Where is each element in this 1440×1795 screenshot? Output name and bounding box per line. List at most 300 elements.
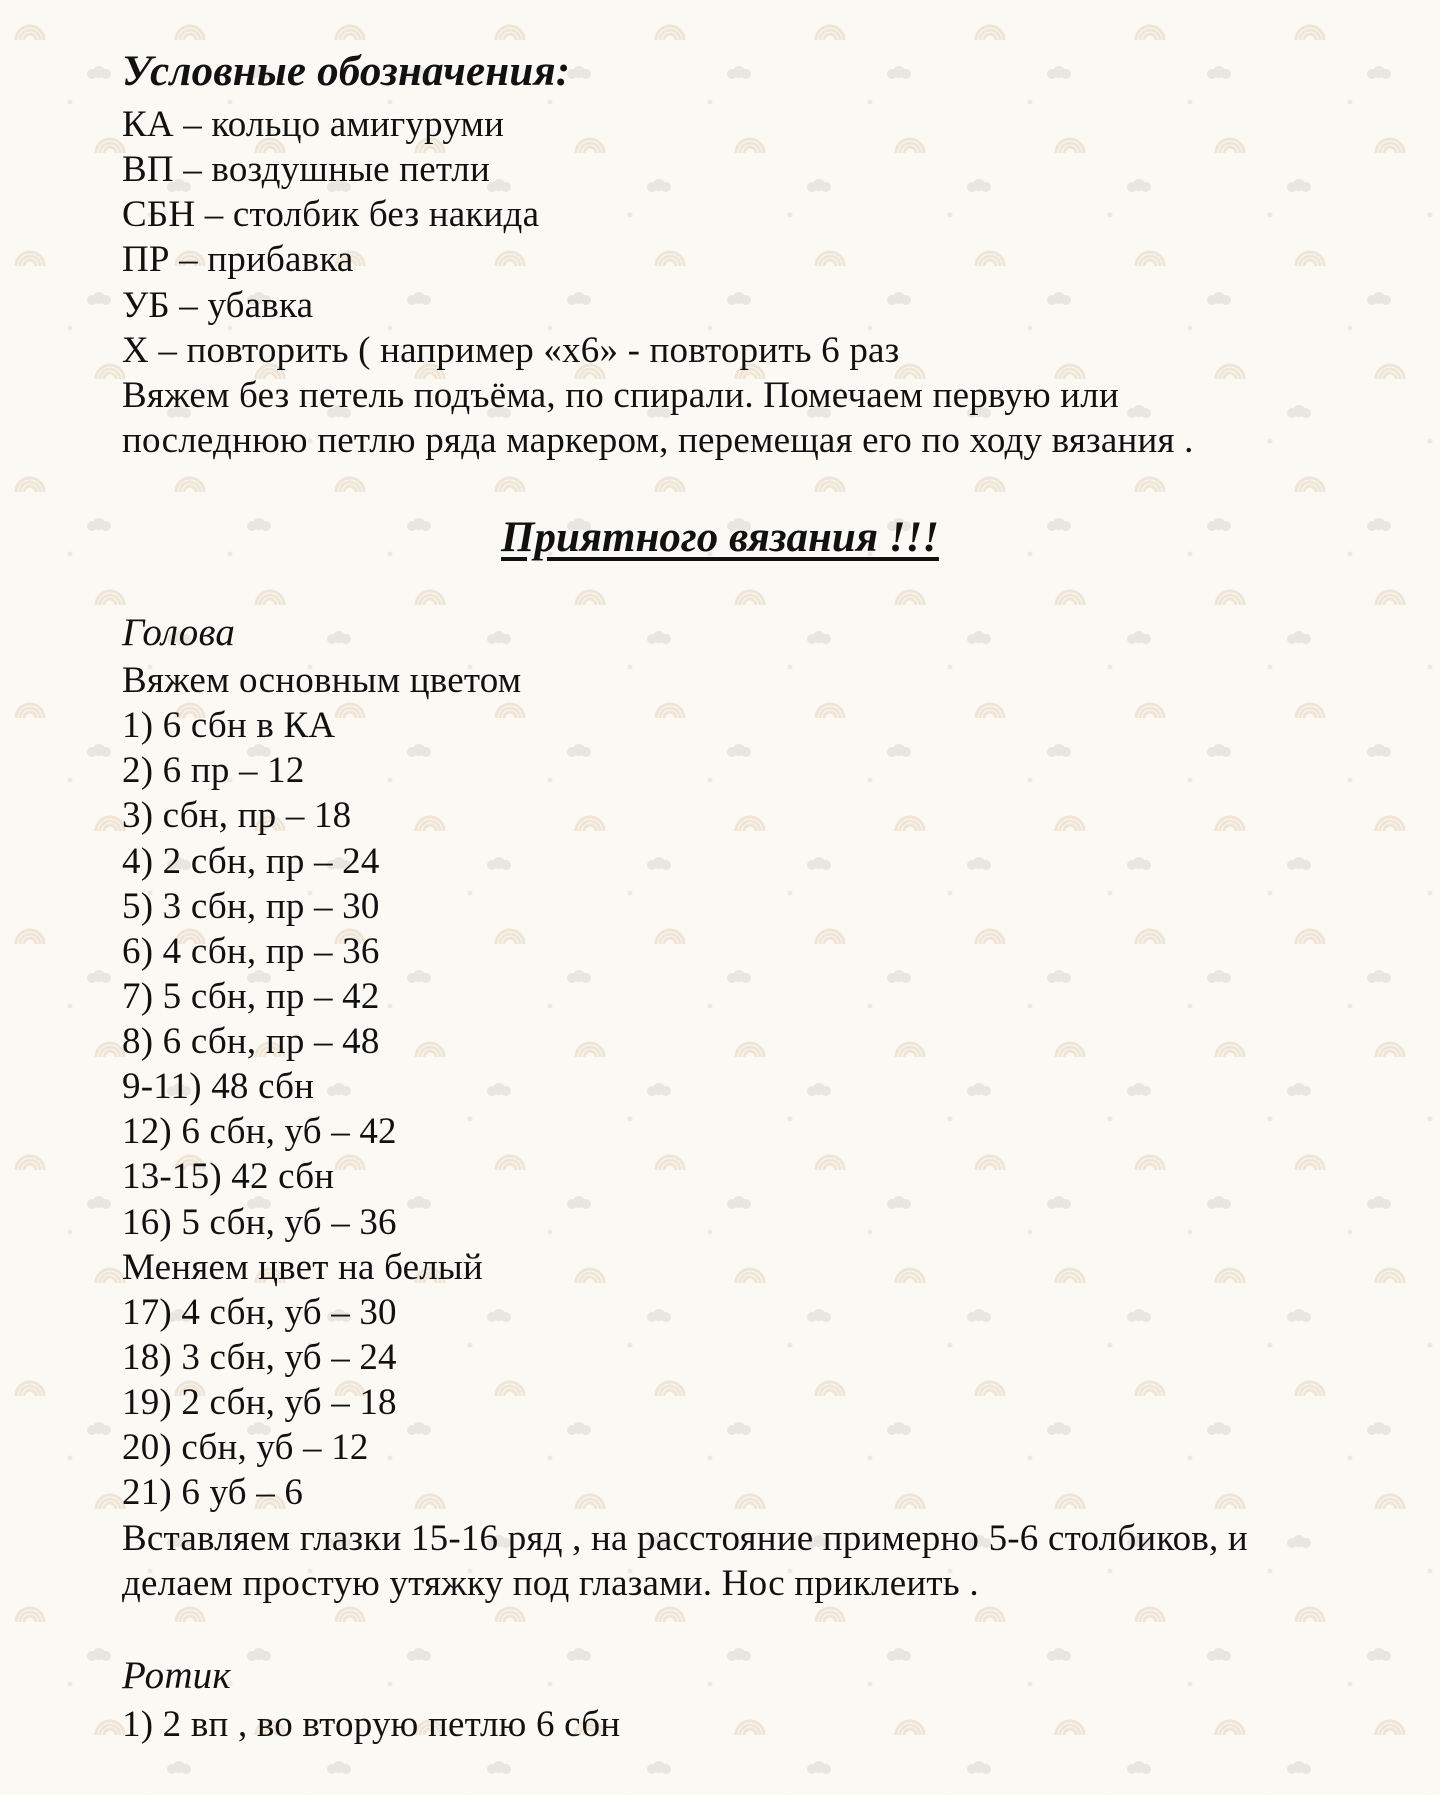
rainbow-icon xyxy=(1136,704,1164,718)
cloud-icon xyxy=(1287,1083,1311,1096)
cloud-icon xyxy=(487,1083,511,1096)
rainbow-icon xyxy=(96,1269,124,1283)
cloud-icon xyxy=(887,744,911,757)
dot-icon xyxy=(1348,778,1353,783)
rainbow-icon xyxy=(496,930,524,944)
cloud-icon xyxy=(807,179,831,192)
cloud-icon xyxy=(967,857,991,870)
rainbow-icon xyxy=(816,26,844,40)
rainbow-icon xyxy=(96,1043,124,1057)
rainbow-icon xyxy=(496,1382,524,1396)
dot-icon xyxy=(1428,439,1433,444)
cloud-icon xyxy=(1047,1648,1071,1661)
cloud-icon xyxy=(487,1309,511,1322)
rainbow-icon xyxy=(1136,1608,1164,1622)
rainbow-icon xyxy=(1296,1608,1324,1622)
rainbow-icon xyxy=(1056,1495,1084,1509)
dot-icon xyxy=(1028,100,1033,105)
rainbow-icon xyxy=(816,1156,844,1170)
dot-icon xyxy=(1188,1456,1193,1461)
rainbow-icon xyxy=(1136,1156,1164,1170)
rainbow-icon xyxy=(736,1043,764,1057)
cloud-icon xyxy=(887,970,911,983)
greeting-heading: Приятного вязания !!! xyxy=(501,514,939,561)
rainbow-icon xyxy=(976,478,1004,492)
head-intro: Вяжем основным цветом xyxy=(122,660,522,701)
cloud-icon xyxy=(727,1422,751,1435)
rainbow-icon xyxy=(896,139,924,153)
rainbow-icon xyxy=(176,26,204,40)
rainbow-icon xyxy=(816,478,844,492)
cloud-icon xyxy=(487,631,511,644)
cloud-icon xyxy=(1127,1309,1151,1322)
rainbow-icon xyxy=(336,1156,364,1170)
legend-note: последнюю петлю ряда маркером, перемещая его по ходу вязания . xyxy=(122,420,1194,461)
dot-icon xyxy=(1028,1456,1033,1461)
rainbow-icon xyxy=(1056,1043,1084,1057)
rainbow-icon xyxy=(1216,1495,1244,1509)
cloud-icon xyxy=(647,1309,671,1322)
cloud-icon xyxy=(1047,970,1071,983)
cloud-icon xyxy=(1047,744,1071,757)
dot-icon xyxy=(548,100,553,105)
cloud-icon xyxy=(1367,1196,1391,1209)
cloud-icon xyxy=(1287,179,1311,192)
rainbow-icon xyxy=(976,1382,1004,1396)
rainbow-icon xyxy=(656,1156,684,1170)
cloud-icon xyxy=(647,631,671,644)
dot-icon xyxy=(1348,1004,1353,1009)
dot-icon xyxy=(68,778,73,783)
dot-icon xyxy=(1108,891,1113,896)
rainbow-icon xyxy=(656,1382,684,1396)
rainbow-icon xyxy=(656,1608,684,1622)
cloud-icon xyxy=(1207,970,1231,983)
cloud-icon xyxy=(1287,857,1311,870)
rainbow-icon xyxy=(496,704,524,718)
dot-icon xyxy=(1108,1343,1113,1348)
dot-icon xyxy=(1348,1230,1353,1235)
cloud-icon xyxy=(167,1761,191,1774)
dot-icon xyxy=(68,326,73,331)
cloud-icon xyxy=(647,857,671,870)
dot-icon xyxy=(68,1682,73,1687)
pattern-row: 5) 3 сбн, пр – 30 xyxy=(122,886,380,927)
rainbow-icon xyxy=(96,365,124,379)
dot-icon xyxy=(948,891,953,896)
rainbow-icon xyxy=(336,26,364,40)
dot-icon xyxy=(1428,1569,1433,1574)
dot-icon xyxy=(948,213,953,218)
rainbow-icon xyxy=(96,1495,124,1509)
dot-icon xyxy=(548,1682,553,1687)
rainbow-icon xyxy=(896,591,924,605)
rainbow-icon xyxy=(736,817,764,831)
rainbow-icon xyxy=(576,1043,604,1057)
cloud-icon xyxy=(1127,1083,1151,1096)
rainbow-icon xyxy=(1136,26,1164,40)
rainbow-icon xyxy=(16,1608,44,1622)
cloud-icon xyxy=(887,1422,911,1435)
dot-icon xyxy=(788,1117,793,1122)
dot-icon xyxy=(388,1682,393,1687)
rainbow-icon xyxy=(16,704,44,718)
dot-icon xyxy=(1108,1569,1113,1574)
cloud-icon xyxy=(967,1309,991,1322)
cloud-icon xyxy=(727,970,751,983)
dot-icon xyxy=(628,213,633,218)
rainbow-icon xyxy=(816,1382,844,1396)
dot-icon xyxy=(708,1230,713,1235)
dot-icon xyxy=(1348,326,1353,331)
cloud-icon xyxy=(1127,631,1151,644)
rainbow-icon xyxy=(1216,365,1244,379)
rainbow-icon xyxy=(1136,1382,1164,1396)
cloud-icon xyxy=(1367,292,1391,305)
cloud-icon xyxy=(407,1422,431,1435)
rainbow-icon xyxy=(1216,139,1244,153)
rainbow-icon xyxy=(1136,930,1164,944)
rainbow-icon xyxy=(656,252,684,266)
rainbow-icon xyxy=(736,1269,764,1283)
dot-icon xyxy=(628,1117,633,1122)
rainbow-icon xyxy=(336,1608,364,1622)
rainbow-icon xyxy=(576,591,604,605)
rainbow-icon xyxy=(96,591,124,605)
rainbow-icon xyxy=(1056,1269,1084,1283)
cloud-icon xyxy=(567,1422,591,1435)
cloud-icon xyxy=(1207,66,1231,79)
rainbow-icon xyxy=(1296,1382,1324,1396)
rainbow-icon xyxy=(496,1608,524,1622)
rainbow-icon xyxy=(336,478,364,492)
pattern-row: 13-15) 42 сбн xyxy=(122,1156,335,1197)
dot-icon xyxy=(868,1456,873,1461)
section-title-head: Голова xyxy=(122,611,236,654)
cloud-icon xyxy=(87,292,111,305)
rainbow-icon xyxy=(1296,930,1324,944)
cloud-icon xyxy=(1287,1309,1311,1322)
cloud-icon xyxy=(727,744,751,757)
dot-icon xyxy=(548,1004,553,1009)
legend-item: ВП – воздушные петли xyxy=(122,149,490,190)
rainbow-icon xyxy=(496,252,524,266)
cloud-icon xyxy=(1287,1761,1311,1774)
cloud-icon xyxy=(887,292,911,305)
dot-icon xyxy=(868,100,873,105)
pattern-row: 21) 6 уб – 6 xyxy=(122,1472,304,1513)
dot-icon xyxy=(68,552,73,557)
cloud-icon xyxy=(407,744,431,757)
dot-icon xyxy=(468,891,473,896)
rainbow-icon xyxy=(1216,1269,1244,1283)
dot-icon xyxy=(1188,1004,1193,1009)
dot-icon xyxy=(68,1230,73,1235)
dot-icon xyxy=(788,1343,793,1348)
dot-icon xyxy=(1428,213,1433,218)
cloud-icon xyxy=(1287,405,1311,418)
dot-icon xyxy=(868,1682,873,1687)
cloud-icon xyxy=(567,1648,591,1661)
rainbow-icon xyxy=(1136,478,1164,492)
cloud-icon xyxy=(1207,1196,1231,1209)
cloud-icon xyxy=(327,631,351,644)
pattern-row: 8) 6 сбн, пр – 48 xyxy=(122,1021,380,1062)
dot-icon xyxy=(1348,1682,1353,1687)
rainbow-icon xyxy=(96,139,124,153)
cloud-icon xyxy=(887,66,911,79)
dot-icon xyxy=(708,778,713,783)
dot-icon xyxy=(1188,778,1193,783)
rainbow-icon xyxy=(1296,26,1324,40)
rainbow-icon xyxy=(576,1495,604,1509)
rainbow-icon xyxy=(1216,817,1244,831)
rainbow-icon xyxy=(576,1269,604,1283)
head-note: Вставляем глазки 15-16 ряд , на расстояние примерно 5-6 столбиков, и xyxy=(122,1518,1248,1559)
dot-icon xyxy=(468,1117,473,1122)
dot-icon xyxy=(628,891,633,896)
cloud-icon xyxy=(487,1761,511,1774)
cloud-icon xyxy=(1127,405,1151,418)
dot-icon xyxy=(1188,100,1193,105)
cloud-icon xyxy=(327,1083,351,1096)
cloud-icon xyxy=(1367,518,1391,531)
dot-icon xyxy=(548,778,553,783)
cloud-icon xyxy=(807,631,831,644)
rainbow-icon xyxy=(16,1382,44,1396)
dot-icon xyxy=(1188,1682,1193,1687)
rainbow-icon xyxy=(1296,704,1324,718)
pattern-row: 19) 2 сбн, уб – 18 xyxy=(122,1382,397,1423)
rainbow-icon xyxy=(1216,591,1244,605)
rainbow-icon xyxy=(976,704,1004,718)
dot-icon xyxy=(388,1456,393,1461)
dot-icon xyxy=(468,1343,473,1348)
rainbow-icon xyxy=(816,930,844,944)
cloud-icon xyxy=(727,1648,751,1661)
rainbow-icon xyxy=(816,1608,844,1622)
dot-icon xyxy=(708,100,713,105)
cloud-icon xyxy=(647,1761,671,1774)
rainbow-icon xyxy=(816,252,844,266)
cloud-icon xyxy=(1127,857,1151,870)
rainbow-icon xyxy=(1056,1721,1084,1735)
cloud-icon xyxy=(1207,1422,1231,1435)
dot-icon xyxy=(1428,891,1433,896)
rainbow-icon xyxy=(496,26,524,40)
rainbow-icon xyxy=(1216,1043,1244,1057)
dot-icon xyxy=(548,1230,553,1235)
cloud-icon xyxy=(727,66,751,79)
rainbow-icon xyxy=(656,26,684,40)
dot-icon xyxy=(1108,665,1113,670)
dot-icon xyxy=(1028,1682,1033,1687)
cloud-icon xyxy=(567,970,591,983)
cloud-icon xyxy=(727,1196,751,1209)
cloud-icon xyxy=(1047,1422,1071,1435)
rainbow-icon xyxy=(1296,252,1324,266)
dot-icon xyxy=(68,1456,73,1461)
dot-icon xyxy=(1428,1117,1433,1122)
rainbow-icon xyxy=(416,1043,444,1057)
dot-icon xyxy=(1188,326,1193,331)
cloud-icon xyxy=(1047,1196,1071,1209)
rainbow-icon xyxy=(16,26,44,40)
dot-icon xyxy=(1348,100,1353,105)
dot-icon xyxy=(1268,1569,1273,1574)
rainbow-icon xyxy=(496,478,524,492)
rainbow-icon xyxy=(1216,1721,1244,1735)
cloud-icon xyxy=(567,1196,591,1209)
dot-icon xyxy=(788,213,793,218)
dot-icon xyxy=(1348,1456,1353,1461)
cloud-icon xyxy=(1047,66,1071,79)
rainbow-icon xyxy=(1376,1721,1404,1735)
cloud-icon xyxy=(1207,744,1231,757)
cloud-icon xyxy=(807,857,831,870)
cloud-icon xyxy=(407,1196,431,1209)
dot-icon xyxy=(1428,1343,1433,1348)
dot-icon xyxy=(1028,778,1033,783)
rainbow-icon xyxy=(496,1156,524,1170)
cloud-icon xyxy=(567,292,591,305)
cloud-icon xyxy=(807,1309,831,1322)
section-title-mouth: Ротик xyxy=(122,1654,231,1697)
rainbow-icon xyxy=(656,704,684,718)
pattern-row: 18) 3 сбн, уб – 24 xyxy=(122,1337,397,1378)
cloud-icon xyxy=(967,631,991,644)
cloud-icon xyxy=(247,1648,271,1661)
cloud-icon xyxy=(807,1761,831,1774)
rainbow-icon xyxy=(976,930,1004,944)
rainbow-icon xyxy=(736,591,764,605)
dot-icon xyxy=(1268,213,1273,218)
cloud-icon xyxy=(87,1196,111,1209)
pattern-row: 17) 4 сбн, уб – 30 xyxy=(122,1292,397,1333)
rainbow-icon xyxy=(176,478,204,492)
dot-icon xyxy=(788,891,793,896)
legend-item: УБ – убавка xyxy=(122,285,314,326)
rainbow-icon xyxy=(1296,1156,1324,1170)
dot-icon xyxy=(708,1682,713,1687)
cloud-icon xyxy=(647,179,671,192)
rainbow-icon xyxy=(656,478,684,492)
dot-icon xyxy=(1108,213,1113,218)
dot-icon xyxy=(1268,439,1273,444)
cloud-icon xyxy=(1367,1422,1391,1435)
pattern-row: 12) 6 сбн, уб – 42 xyxy=(122,1111,397,1152)
cloud-icon xyxy=(1207,292,1231,305)
pattern-row: 9-11) 48 сбн xyxy=(122,1066,315,1107)
legend-item: КА – кольцо амигуруми xyxy=(122,104,505,145)
pattern-row: 6) 4 сбн, пр – 36 xyxy=(122,931,380,972)
rainbow-icon xyxy=(976,1608,1004,1622)
pattern-row: 3) сбн, пр – 18 xyxy=(122,795,352,836)
rainbow-icon xyxy=(16,930,44,944)
cloud-icon xyxy=(327,1761,351,1774)
pattern-row: 7) 5 сбн, пр – 42 xyxy=(122,976,380,1017)
rainbow-icon xyxy=(896,817,924,831)
cloud-icon xyxy=(887,1648,911,1661)
rainbow-icon xyxy=(736,1495,764,1509)
dot-icon xyxy=(1028,1230,1033,1235)
cloud-icon xyxy=(967,179,991,192)
dot-icon xyxy=(868,778,873,783)
rainbow-icon xyxy=(96,817,124,831)
dot-icon xyxy=(1028,326,1033,331)
cloud-icon xyxy=(87,1422,111,1435)
rainbow-icon xyxy=(1376,365,1404,379)
cloud-icon xyxy=(1367,970,1391,983)
dot-icon xyxy=(388,778,393,783)
rainbow-icon xyxy=(1376,591,1404,605)
dot-icon xyxy=(628,1343,633,1348)
cloud-icon xyxy=(87,1648,111,1661)
cloud-icon xyxy=(807,1083,831,1096)
cloud-icon xyxy=(407,1648,431,1661)
cloud-icon xyxy=(87,66,111,79)
dot-icon xyxy=(1428,665,1433,670)
dot-icon xyxy=(68,100,73,105)
rainbow-icon xyxy=(416,591,444,605)
rainbow-icon xyxy=(16,1156,44,1170)
head-note: делаем простую утяжку под глазами. Нос приклеить . xyxy=(122,1563,979,1604)
dot-icon xyxy=(548,1456,553,1461)
cloud-icon xyxy=(567,66,591,79)
dot-icon xyxy=(68,1004,73,1009)
dot-icon xyxy=(708,1456,713,1461)
rainbow-icon xyxy=(1376,1043,1404,1057)
rainbow-icon xyxy=(976,252,1004,266)
rainbow-icon xyxy=(16,252,44,266)
rainbow-icon xyxy=(1376,1269,1404,1283)
dot-icon xyxy=(1028,1004,1033,1009)
cloud-icon xyxy=(1127,179,1151,192)
cloud-icon xyxy=(1367,1648,1391,1661)
rainbow-icon xyxy=(576,139,604,153)
legend-item: СБН – столбик без накида xyxy=(122,194,540,235)
rainbow-icon xyxy=(896,1269,924,1283)
dot-icon xyxy=(1268,891,1273,896)
pattern-row: 1) 6 сбн в КА xyxy=(122,705,336,746)
cloud-icon xyxy=(1287,1535,1311,1548)
dot-icon xyxy=(708,1004,713,1009)
cloud-icon xyxy=(727,292,751,305)
rainbow-icon xyxy=(1056,139,1084,153)
cloud-icon xyxy=(87,518,111,531)
rainbow-icon xyxy=(1056,591,1084,605)
rainbow-icon xyxy=(896,1495,924,1509)
pattern-row: 16) 5 сбн, уб – 36 xyxy=(122,1202,397,1243)
cloud-icon xyxy=(1047,292,1071,305)
legend-item: ПР – прибавка xyxy=(122,239,354,280)
rainbow-icon xyxy=(896,1721,924,1735)
rainbow-icon xyxy=(1296,478,1324,492)
cloud-icon xyxy=(1287,631,1311,644)
rainbow-icon xyxy=(736,139,764,153)
pattern-row: 2) 6 пр – 12 xyxy=(122,750,305,791)
dot-icon xyxy=(948,665,953,670)
dot-icon xyxy=(1108,1117,1113,1122)
rainbow-icon xyxy=(416,1495,444,1509)
color-change-note: Меняем цвет на белый xyxy=(122,1247,483,1288)
legend-title: Условные обозначения: xyxy=(122,48,571,95)
dot-icon xyxy=(948,1343,953,1348)
cloud-icon xyxy=(647,1083,671,1096)
rainbow-icon xyxy=(1136,252,1164,266)
cloud-icon xyxy=(407,292,431,305)
cloud-icon xyxy=(1207,1648,1231,1661)
